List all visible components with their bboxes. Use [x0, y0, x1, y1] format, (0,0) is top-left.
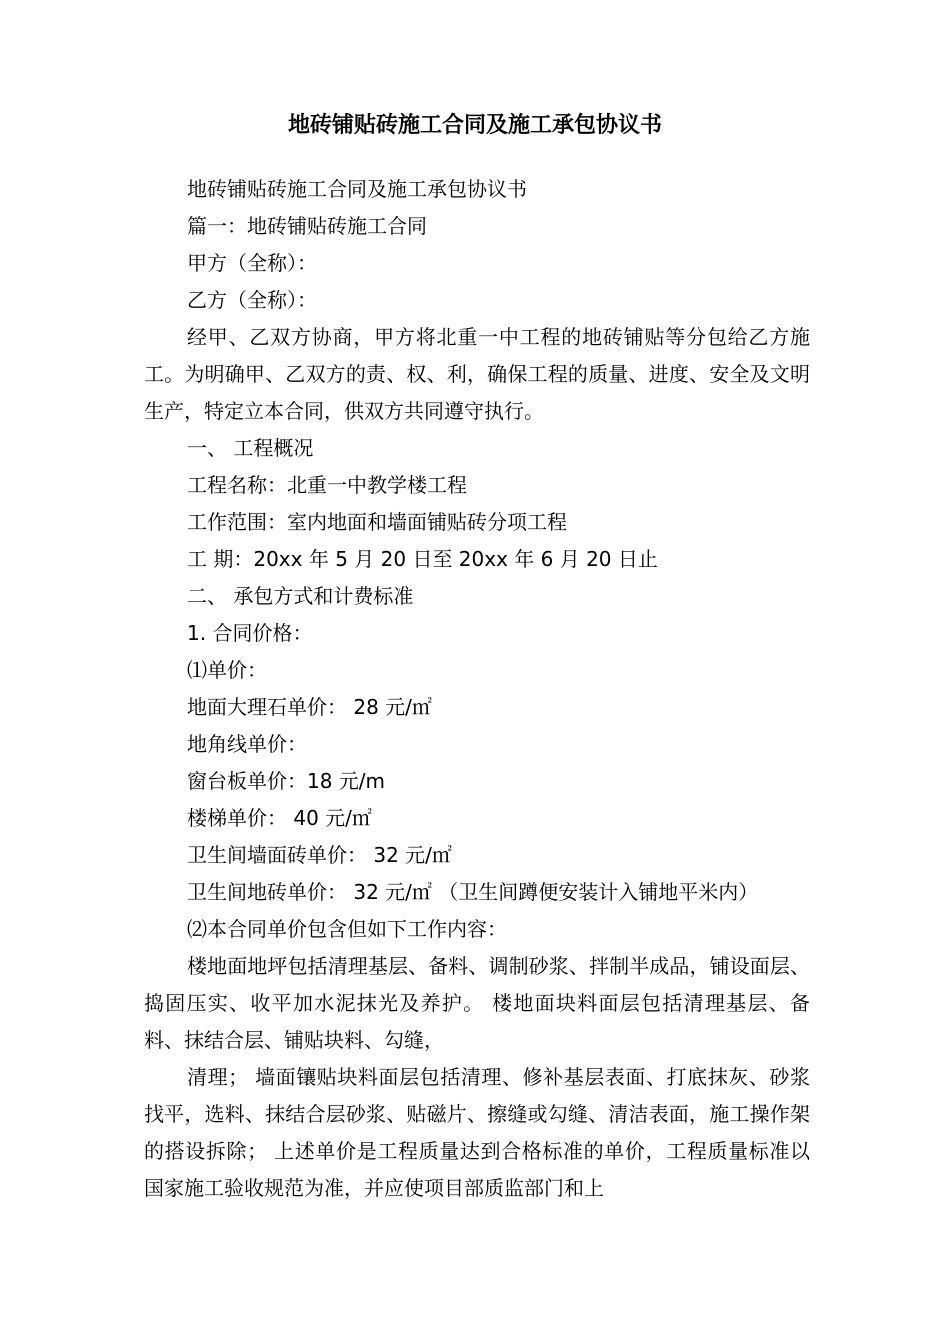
paragraph-floor-work: 楼地面地坪包括清理基层、备料、调制砂浆、拌制半成品，铺设面层、捣固压实、收平加水泥抹光及养护。 楼地面块料面层包括清理基层、备料、抹结合层、铺贴块料、勾缝，	[144, 954, 810, 1052]
paragraph-project-name: 工程名称：北重一中教学楼工程	[187, 473, 467, 497]
paragraph-wall-work: 清理； 墙面镶贴块料面层包括清理、修补基层表面、打底抹灰、砂浆找平，选料、抹结合层砂浆、贴磁片、擦缝或勾缝、清洁表面，施工操作架的搭设拆除； 上述单价是工程质量达到合格标准的单价，工程质量标准以国家施工验收规范为准，并应使项目部质监部门和上	[144, 1065, 810, 1200]
paragraph-included-work: ⑵本合同单价包含但如下工作内容：	[187, 917, 507, 941]
paragraph-subtitle: 地砖铺贴砖施工合同及施工承包协议书	[187, 177, 527, 201]
paragraph-marble-price: 地面大理石单价： 28 元/㎡	[187, 695, 432, 719]
section-heading-overview: 一、 工程概况	[187, 436, 314, 460]
paragraph-schedule: 工 期：20xx 年 5 月 20 日至 20xx 年 6 月 20 日止	[187, 547, 658, 571]
paragraph-windowsill-price: 窗台板单价：18 元/m	[187, 769, 386, 793]
paragraph-work-scope: 工作范围：室内地面和墙面铺贴砖分项工程	[187, 510, 567, 534]
section-heading-pricing: 二、 承包方式和计费标准	[187, 584, 414, 608]
paragraph-bathroom-floor-price: 卫生间地砖单价： 32 元/㎡ （卫生间蹲便安装计入铺地平米内）	[187, 880, 759, 904]
paragraph-stair-price: 楼梯单价： 40 元/㎡	[187, 806, 372, 830]
paragraph-chapter-one: 篇一：地砖铺贴砖施工合同	[187, 214, 427, 238]
document-title: 地砖铺贴砖施工合同及施工承包协议书	[287, 113, 662, 138]
paragraph-unit-price: ⑴单价：	[187, 658, 267, 682]
paragraph-bathroom-wall-price: 卫生间墙面砖单价： 32 元/㎡	[187, 843, 452, 867]
document-body	[144, 171, 810, 1207]
paragraph-party-b: 乙方（全称）：	[187, 288, 317, 312]
paragraph-contract-price: 1. 合同价格：	[187, 621, 313, 645]
paragraph-baseboard-price: 地角线单价：	[187, 732, 307, 756]
paragraph-party-a: 甲方（全称）：	[187, 251, 317, 275]
paragraph-agreement-intro: 经甲、乙双方协商，甲方将北重一中工程的地砖铺贴等分包给乙方施工。为明确甲、乙双方的责、权、利，确保工程的质量、进度、安全及文明生产，特定立本合同，供双方共同遵守执行。	[144, 325, 810, 423]
